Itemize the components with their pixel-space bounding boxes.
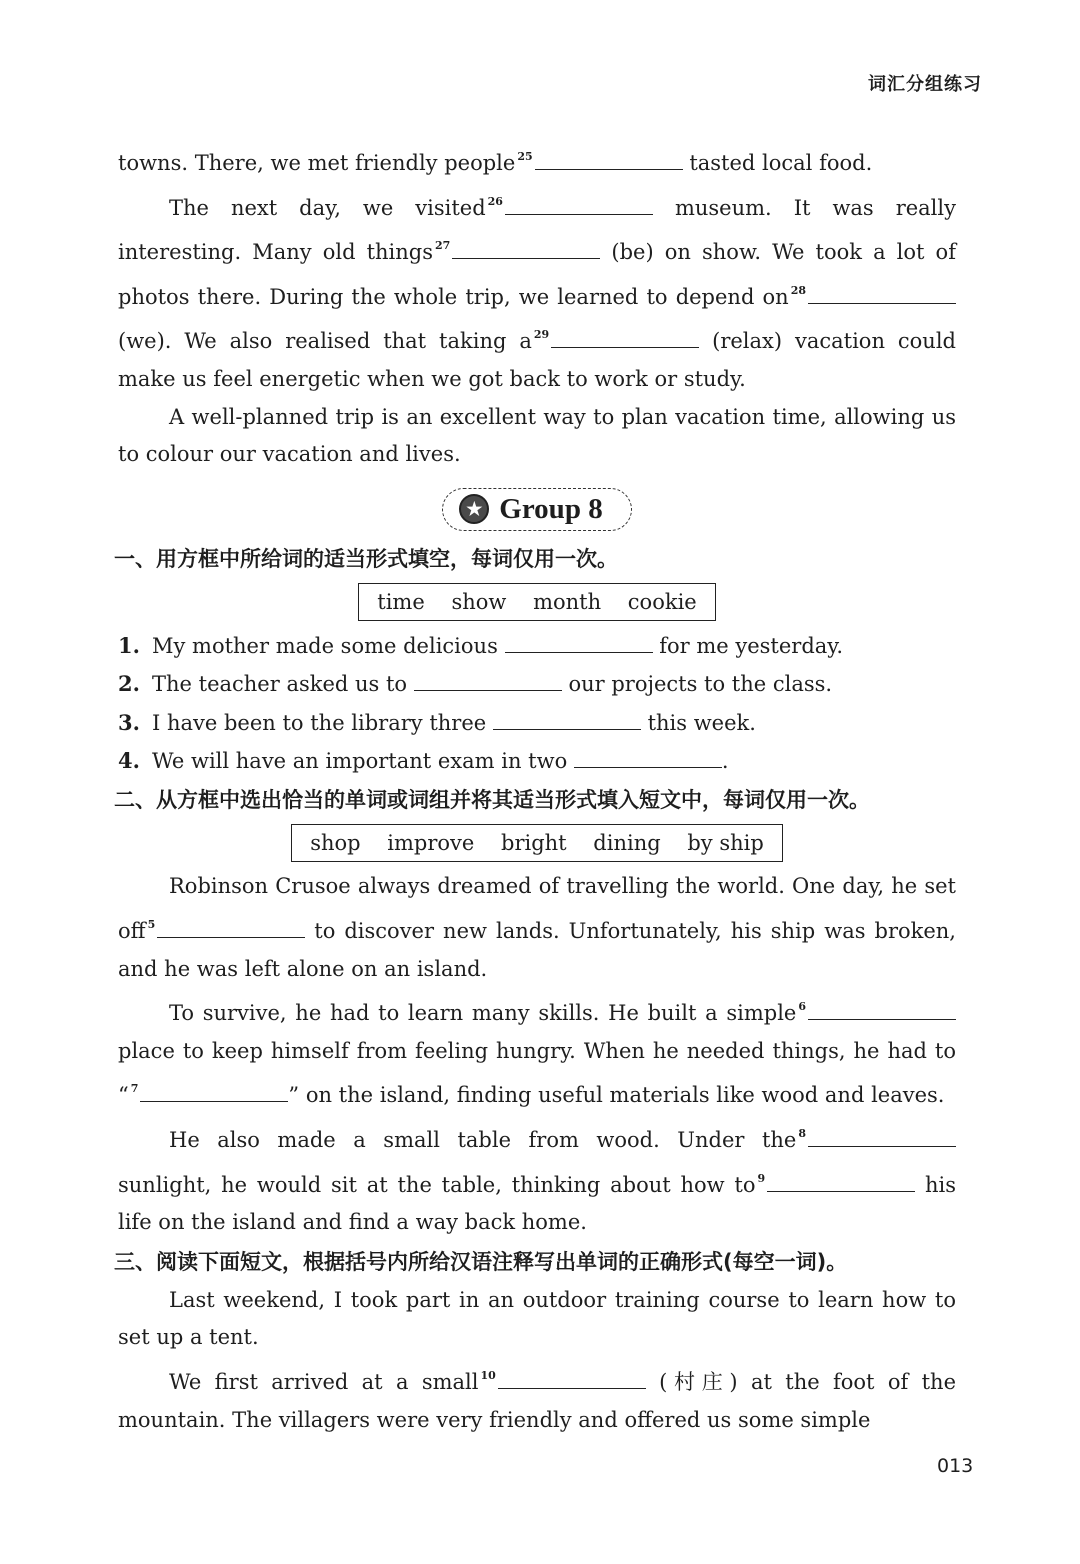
text: (村庄) at the foot of the mountain. The villagers were very friendly and offered us some simple xyxy=(118,1369,956,1432)
word-box-2-wrap xyxy=(118,824,956,862)
text: The teacher asked us to xyxy=(152,672,408,697)
text: sunlight, he would sit at the table, thinking about how to xyxy=(118,1172,756,1197)
passage-paragraph xyxy=(118,138,956,183)
word-box-1-wrap xyxy=(118,583,956,621)
answer-blank[interactable] xyxy=(498,1368,646,1389)
section-2-title: 二、从方框中选出恰当的单词或词组并将其适当形式填入短文中，每词仅用一次。 xyxy=(114,788,870,813)
blank-number: 10 xyxy=(480,1368,496,1382)
word-option: by ship xyxy=(687,831,764,856)
word-option: shop xyxy=(310,831,361,856)
text: ” on the island, finding useful materials like wood and leaves. xyxy=(288,1083,945,1108)
word-box-2 xyxy=(291,824,783,862)
text: his life on the island and find a way back home. xyxy=(118,1172,956,1235)
page-number: 013 xyxy=(937,1455,974,1477)
text: I have been to the library three xyxy=(152,710,487,735)
star-icon: ★ xyxy=(459,494,489,524)
text: to discover new lands. Unfortunately, his ship was broken, and he was left alone on an island. xyxy=(118,918,956,981)
answer-blank[interactable] xyxy=(574,747,722,768)
text: place to keep himself from feeling hungry. When he needed things, he had to “ xyxy=(118,1038,956,1108)
section-3-title: 三、阅读下面短文，根据括号内所给汉语注释写出单词的正确形式(每空一词)。 xyxy=(114,1249,848,1274)
question-item xyxy=(118,665,956,703)
group-label: Group 8 xyxy=(499,492,603,525)
blank-number: 9 xyxy=(757,1171,766,1185)
word-option: bright xyxy=(501,831,567,856)
blank-number: 28 xyxy=(790,283,806,297)
blank-number: 8 xyxy=(798,1126,806,1140)
blank-number: 25 xyxy=(517,150,533,163)
text: We will have an important exam in two xyxy=(152,748,568,773)
text: (we). We also realised that taking a xyxy=(118,329,532,354)
word-box-1 xyxy=(358,583,715,621)
passage-paragraph xyxy=(118,1357,956,1439)
blank-number: 7 xyxy=(130,1082,139,1096)
word-option: improve xyxy=(387,831,475,856)
text: towns. There, we met friendly people xyxy=(118,151,516,175)
question-number: 4. xyxy=(118,747,140,773)
word-option: time xyxy=(377,589,425,614)
passage-paragraph xyxy=(118,868,956,988)
running-header: 词汇分组练习 xyxy=(868,74,982,95)
question-item xyxy=(118,627,956,665)
word-option: cookie xyxy=(627,589,697,614)
text: this week. xyxy=(647,710,756,735)
text: Robinson Crusoe always dreamed of travelling the world. One day, he set off xyxy=(118,874,956,943)
text: We first arrived at a small xyxy=(169,1369,479,1394)
answer-blank[interactable] xyxy=(493,709,641,730)
answer-blank[interactable] xyxy=(157,917,305,938)
text: To survive, he had to learn many skills. He built a simple xyxy=(169,1001,797,1026)
answer-blank[interactable] xyxy=(767,1171,915,1192)
word-option: dining xyxy=(593,831,661,856)
blank-number: 5 xyxy=(147,917,156,931)
group-heading xyxy=(442,488,631,531)
blank-number: 29 xyxy=(533,328,550,342)
blank-number: 6 xyxy=(798,1000,806,1014)
section-1-title: 一、用方框中所给词的适当形式填空，每词仅用一次。 xyxy=(114,546,618,571)
text: museum. It was really interesting. Many old things xyxy=(118,195,956,265)
text: tasted local food. xyxy=(689,151,873,175)
answer-blank[interactable] xyxy=(551,327,699,348)
blank-number: 26 xyxy=(487,194,503,208)
passage-paragraph xyxy=(118,1115,956,1242)
passage-paragraph: A well-planned trip is an excellent way to plan vacation time, allowing us to colour our vacation and lives. xyxy=(118,404,956,467)
answer-blank[interactable] xyxy=(808,999,956,1020)
page-content xyxy=(114,138,956,1439)
word-option: show xyxy=(451,589,507,614)
text: for me yesterday. xyxy=(659,633,844,658)
question-number: 3. xyxy=(118,709,140,735)
answer-blank[interactable] xyxy=(414,670,562,691)
text: our projects to the class. xyxy=(568,672,833,697)
passage-paragraph: Last weekend, I took part in an outdoor training course to learn how to set up a tent. xyxy=(118,1287,956,1350)
question-item xyxy=(118,742,956,780)
word-option: month xyxy=(533,589,602,614)
text: The next day, we visited xyxy=(169,195,486,220)
text: (be) on show. We took a lot of photos there. During the whole trip, we learned to depend on xyxy=(118,240,956,309)
passage-paragraph xyxy=(118,183,956,399)
answer-blank[interactable] xyxy=(505,194,653,215)
group-heading-wrap xyxy=(118,488,956,531)
text: (relax) vacation could make us feel energetic when we got back to work or study. xyxy=(118,329,956,391)
answer-blank[interactable] xyxy=(808,1126,956,1147)
question-number: 2. xyxy=(118,671,140,697)
answer-blank[interactable] xyxy=(452,238,600,259)
answer-blank[interactable] xyxy=(808,283,956,304)
blank-number: 27 xyxy=(435,239,451,253)
question-item xyxy=(118,704,956,742)
passage-paragraph xyxy=(118,988,956,1115)
text: He also made a small table from wood. Under the xyxy=(169,1127,797,1152)
answer-blank[interactable] xyxy=(535,149,683,170)
answer-blank[interactable] xyxy=(140,1081,288,1102)
text: . xyxy=(721,748,729,773)
text: My mother made some delicious xyxy=(152,633,498,658)
answer-blank[interactable] xyxy=(505,632,653,653)
question-number: 1. xyxy=(118,632,140,658)
